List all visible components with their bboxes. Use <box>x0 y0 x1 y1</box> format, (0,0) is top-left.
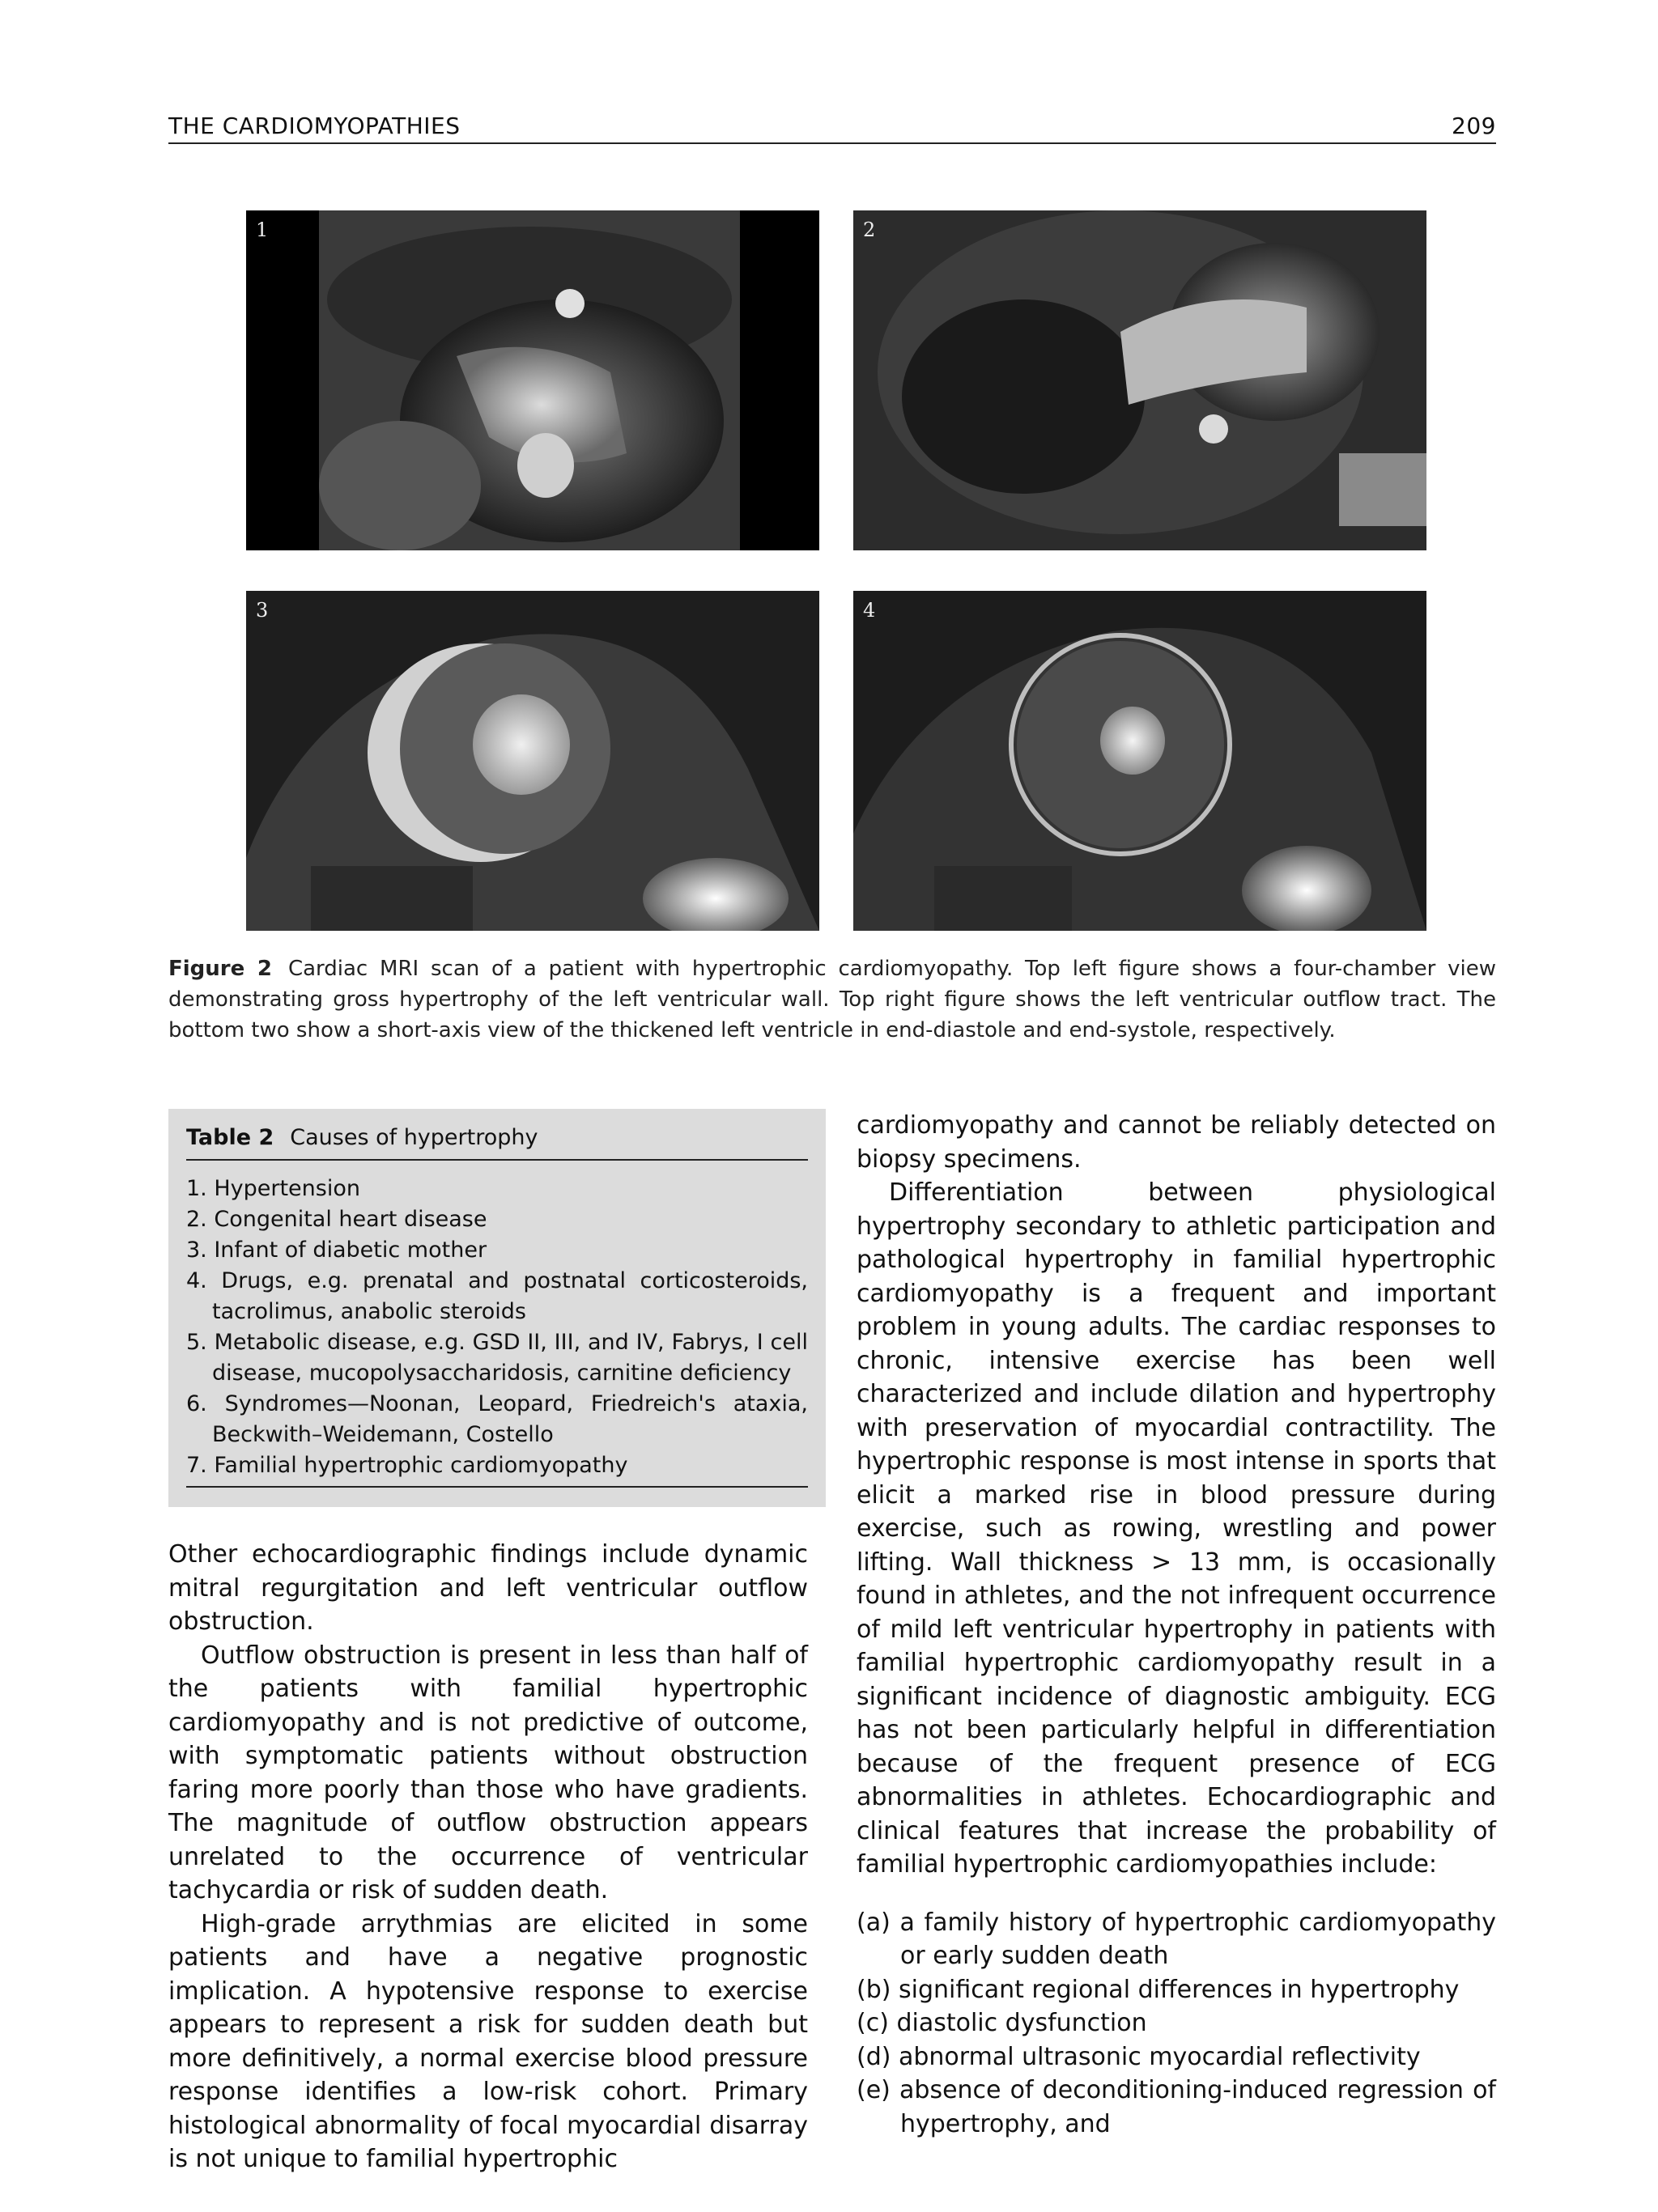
body-paragraph: cardiomyopathy and cannot be reliably detected on biopsy specimens. <box>857 1111 1496 1174</box>
body-paragraph: High-grade arrythmias are elicited in some patients and have a negative prognostic implication. A hypotensive response to exercise appears to represent a risk for sudden death but more definitively, a normal exercise blood pressure response identifies a low-risk cohort. Primary histological abnormality of focal myocardial disarray is not unique to familial hypertrophic <box>168 1909 808 2173</box>
list-item: (c) diastolic dysfunction <box>857 2009 1147 2037</box>
figure-label: Figure 2 <box>168 957 272 981</box>
table-item: 2. Congenital heart disease <box>186 1207 487 1232</box>
mri-panel-four-chamber <box>246 210 819 550</box>
panel-number: 3 <box>256 599 269 622</box>
table-item: 7. Familial hypertrophic cardiomyopathy <box>186 1453 628 1478</box>
mri-image-4 <box>853 591 1426 931</box>
table-item: 1. Hypertension <box>186 1176 360 1201</box>
table-list <box>186 1174 808 1481</box>
right-column <box>857 1109 1496 2141</box>
page-number: 209 <box>1452 113 1496 139</box>
mri-image-1 <box>246 210 819 550</box>
mri-panel-short-axis-systole <box>853 591 1426 931</box>
features-list <box>857 1906 1496 2142</box>
table-title <box>186 1117 808 1161</box>
table-item: 4. Drugs, e.g. prenatal and postnatal corticosteroids, tacrolimus, anabolic steroids <box>186 1268 808 1324</box>
panel-number: 1 <box>256 219 269 241</box>
body-paragraph: Outflow obstruction is present in less than half of the patients with familial hypertrophic cardiomyopathy and is not predictive of outcome, with symptomatic patients without obstruction faring more poorly than those who have gradients. The magnitude of outflow obstruction appears unrelated to the occurrence of ventricular tachycardia or risk of sudden death. <box>168 1641 808 1904</box>
figure-caption <box>168 953 1496 1046</box>
left-column <box>168 1538 808 2176</box>
table-item: 3. Infant of diabetic mother <box>186 1238 487 1263</box>
table-title-text: Causes of hypertrophy <box>290 1125 538 1150</box>
mri-image-2 <box>853 210 1426 550</box>
table-label: Table 2 <box>186 1125 274 1150</box>
list-item: (a) a family history of hypertrophic cardiomyopathy or early sudden death <box>857 1908 1496 1970</box>
table-item: 5. Metabolic disease, e.g. GSD II, III, and IV, Fabrys, I cell disease, mucopolysaccharidosis, carnitine deficiency <box>186 1330 808 1386</box>
table-bottom-rule <box>186 1486 808 1488</box>
list-item: (d) abnormal ultrasonic myocardial reflectivity <box>857 2042 1421 2071</box>
mri-panel-outflow-tract <box>853 210 1426 550</box>
list-item: (b) significant regional differences in hypertrophy <box>857 1975 1460 2004</box>
body-paragraph: Other echocardiographic findings include dynamic mitral regurgitation and left ventricular outflow obstruction. <box>168 1540 808 1636</box>
causes-table <box>168 1109 826 1507</box>
body-paragraph: Differentiation between physiological hypertrophy secondary to athletic participation and pathological hypertrophy in familial hypertrophic cardiomyopathy is a frequent and important problem in young adults. The cardiac responses to chronic, intensive exercise has been well characterized and include dilation and hypertrophy with preservation of myocardial contractility. The hypertrophic response is most intense in sports that elicit a marked rise in blood pressure during exercise, such as rowing, wrestling and power lifting. Wall thickness > 13 mm, is occasionally found in athletes, and the not infrequent occurrence of mild left ventricular hypertrophy in patients with familial hypertrophic cardiomyopathy result in a significant incidence of diagnostic ambiguity. ECG has not been particularly helpful in differentiation because of the frequent presence of ECG abnormalities in athletes. Echocardiographic and clinical features that increase the probability of familial hypertrophic cardiomyopathies include: <box>857 1178 1496 1879</box>
panel-number: 2 <box>863 219 876 241</box>
mri-image-3 <box>246 591 819 931</box>
running-header <box>168 104 1496 144</box>
mri-panel-short-axis-diastole <box>246 591 819 931</box>
panel-number: 4 <box>863 599 876 622</box>
figure-caption-text: Cardiac MRI scan of a patient with hypertrophic cardiomyopathy. Top left figure shows a four-chamber view demonstrating gross hypertrophy of the left ventricular wall. Top right figure shows the left ventricular outflow tract. The bottom two show a short-axis view of the thickened left ventricle in end-diastole and end-systole, respectively. <box>168 957 1496 1042</box>
running-title: THE CARDIOMYOPATHIES <box>168 113 461 139</box>
list-item: (e) absence of deconditioning-induced regression of hypertrophy, and <box>857 2076 1496 2138</box>
table-item: 6. Syndromes—Noonan, Leopard, Friedreich's ataxia, Beckwith–Weidemann, Costello <box>186 1391 808 1447</box>
